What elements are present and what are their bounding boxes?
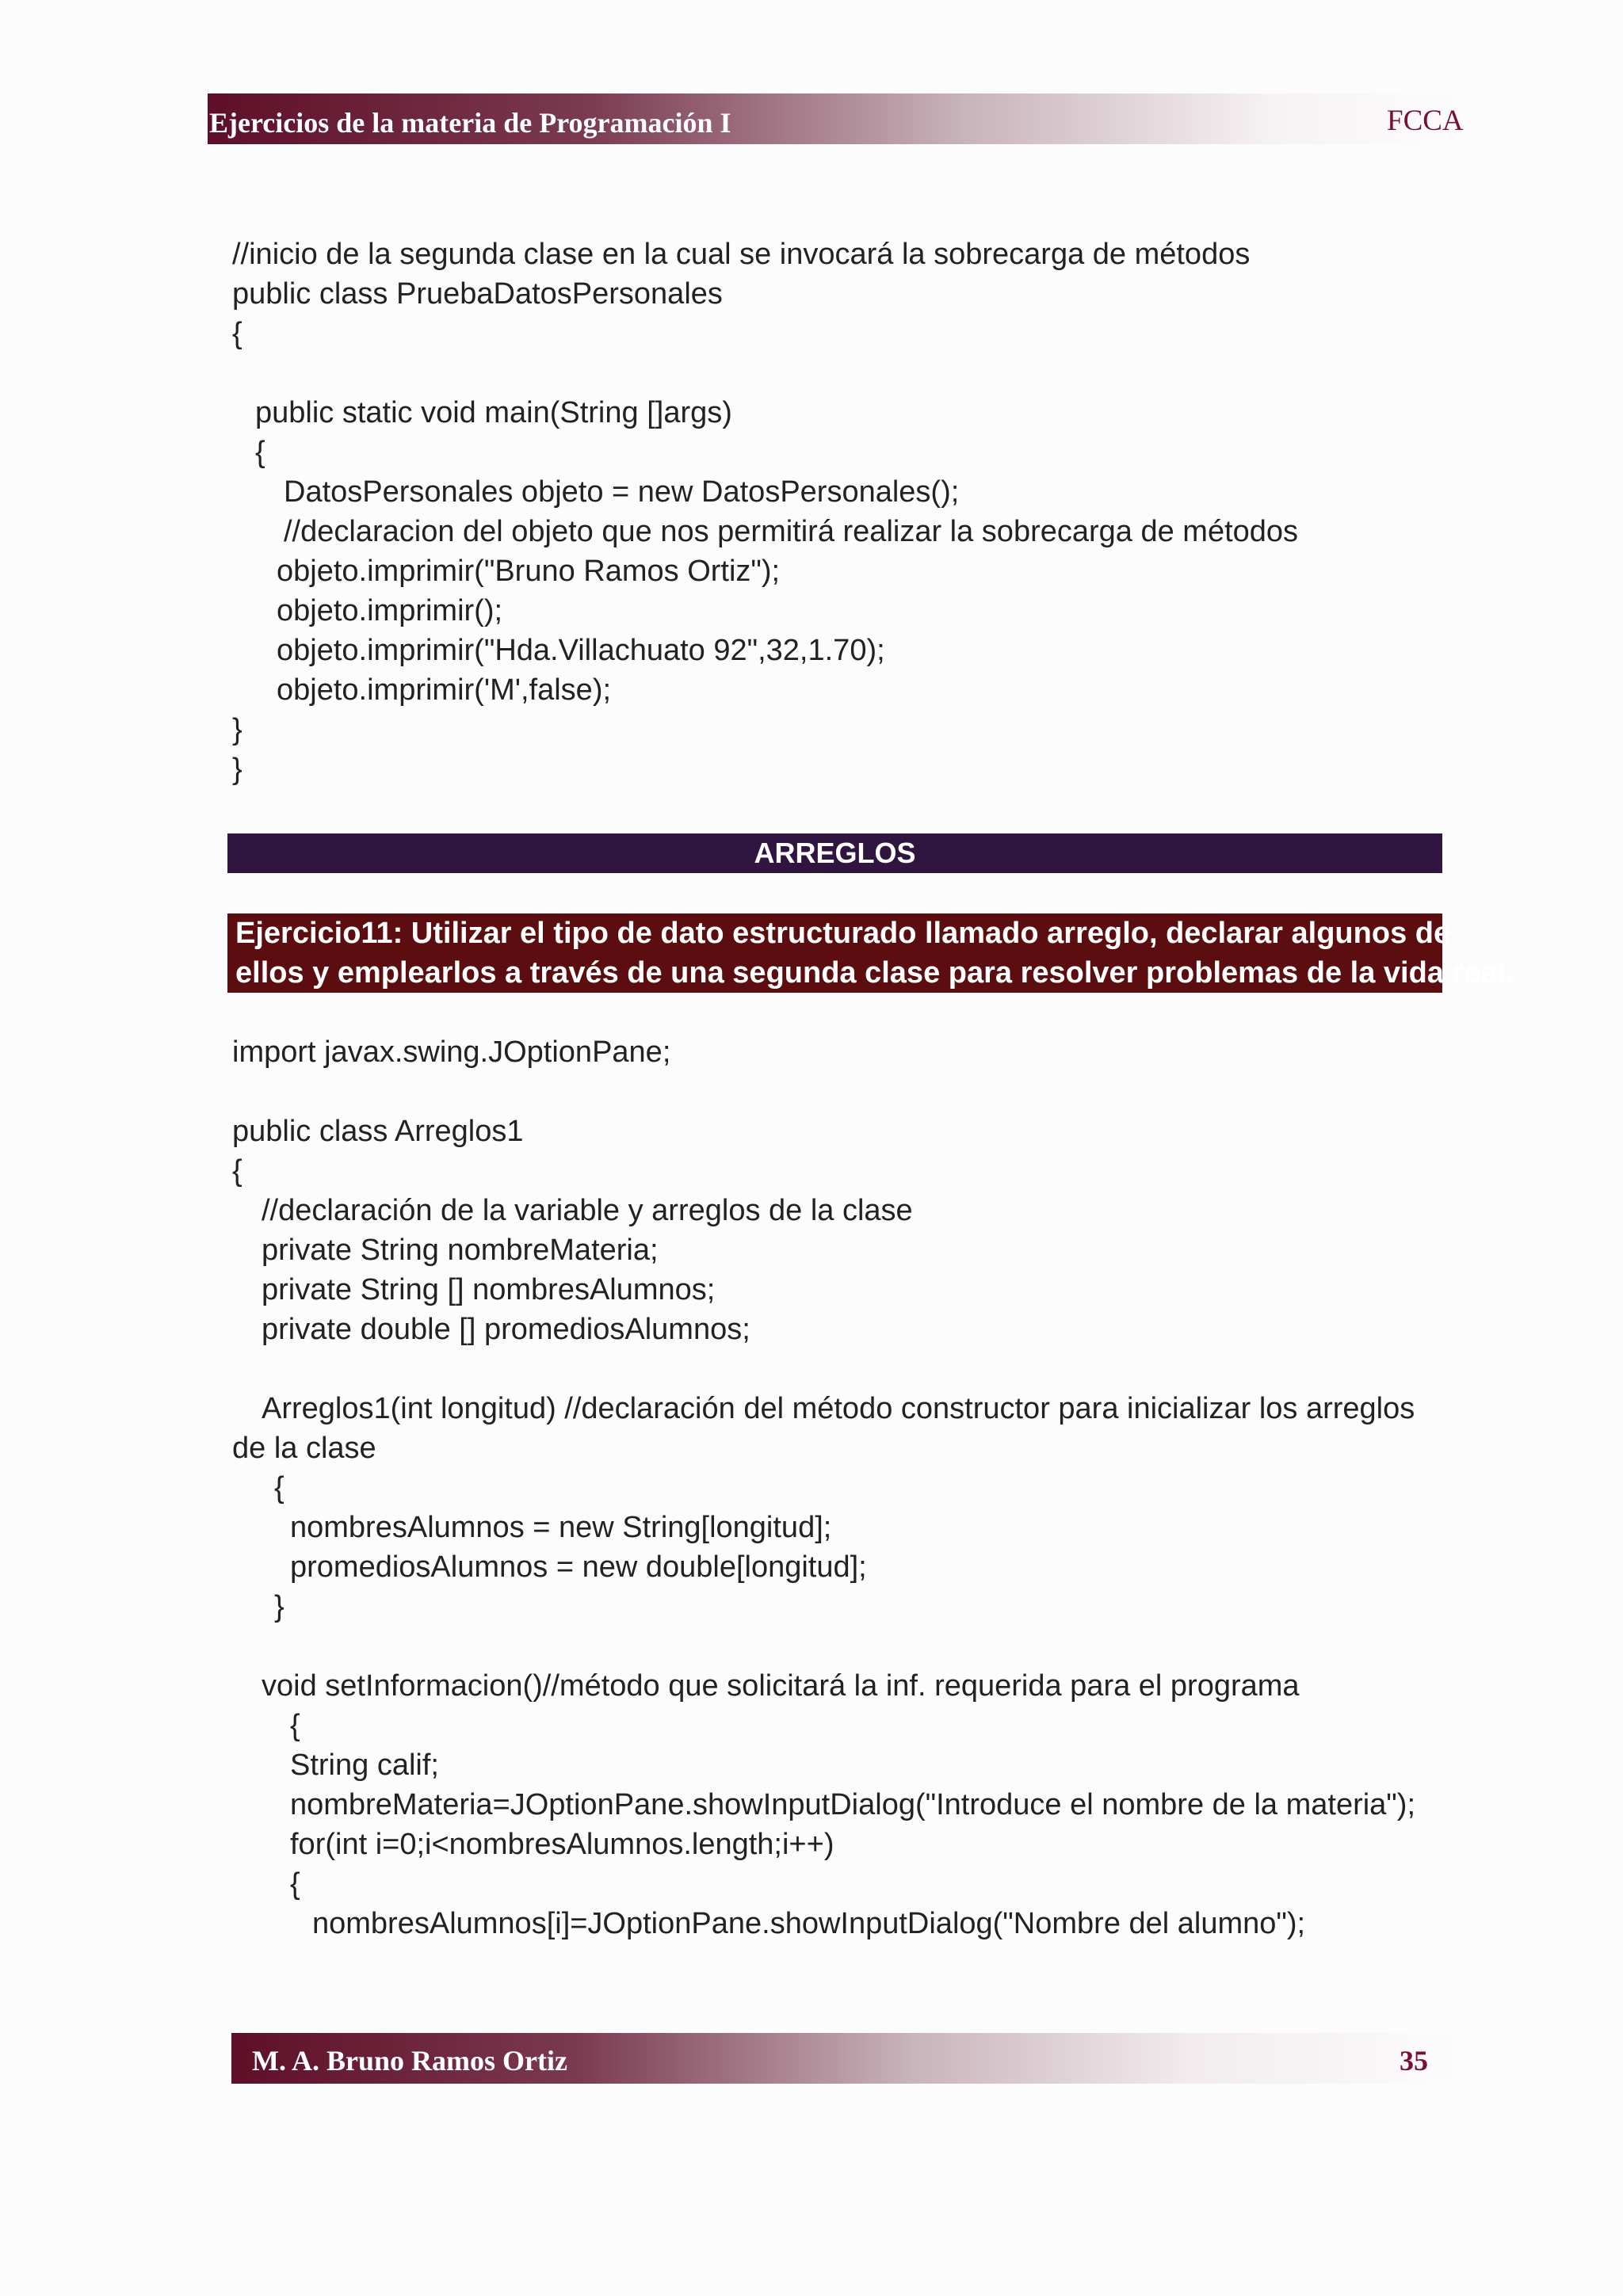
code-line: public static void main(String []args): [255, 396, 732, 429]
code-line: //declaración de la variable y arreglos de la clase: [262, 1194, 913, 1227]
code-line: {: [232, 1154, 242, 1188]
code-line: de la clase: [232, 1432, 376, 1465]
code-line: public class Arreglos1: [232, 1115, 524, 1148]
code-line: for(int i=0;i<nombresAlumnos.length;i++): [290, 1828, 834, 1861]
code-line: nombresAlumnos[i]=JOptionPane.showInputDialog("Nombre del alumno");: [312, 1907, 1306, 1940]
code-line: DatosPersonales objeto = new DatosPersonales();: [284, 475, 960, 509]
code-line: objeto.imprimir('M',false);: [277, 673, 612, 707]
code-line: objeto.imprimir("Bruno Ramos Ortiz");: [277, 555, 781, 588]
code-line: {: [290, 1867, 300, 1901]
code-line: Arreglos1(int longitud) //declaración del método constructor para inicializar los arreglos: [262, 1392, 1415, 1425]
exercise-line-2: ellos y emplearlos a través de una segunda clase para resolver problemas de la vida real.: [235, 956, 1514, 990]
code-line: }: [232, 713, 242, 746]
code-line: {: [232, 317, 242, 350]
code-line: {: [290, 1709, 300, 1742]
code-line: //inicio de la segunda clase en la cual se invocará la sobrecarga de métodos: [232, 238, 1251, 271]
page-number: 35: [1400, 2045, 1428, 2077]
exercise-statement: [227, 913, 1514, 993]
code-line: {: [255, 436, 265, 469]
code-line: String calif;: [290, 1749, 439, 1782]
code-line: }: [274, 1590, 285, 1623]
code-line: nombresAlumnos = new String[longitud];: [290, 1511, 832, 1544]
code-line: nombreMateria=JOptionPane.showInputDialog("Introduce el nombre de la materia");: [290, 1788, 1416, 1821]
header-title: Ejercicios de la materia de Programación I: [209, 107, 731, 139]
exercise-line-1: Ejercicio11: Utilizar el tipo de dato estructurado llamado arreglo, declarar algunos de: [235, 917, 1451, 950]
code-line: private String [] nombresAlumnos;: [262, 1273, 716, 1306]
section-heading: ARREGLOS: [227, 833, 1442, 873]
code-line: promediosAlumnos = new double[longitud];: [290, 1550, 867, 1584]
code-line: private String nombreMateria;: [262, 1234, 659, 1267]
code-line: private double [] promediosAlumnos;: [262, 1313, 750, 1346]
code-line: public class PruebaDatosPersonales: [232, 277, 723, 311]
header-institution: FCCA: [1387, 105, 1464, 137]
code-line: objeto.imprimir();: [277, 594, 503, 627]
footer-author: M. A. Bruno Ramos Ortiz: [252, 2045, 567, 2077]
code-line: import javax.swing.JOptionPane;: [232, 1035, 671, 1069]
code-line: void setInformacion()//método que solicitará la inf. requerida para el programa: [262, 1669, 1300, 1703]
code-line: {: [274, 1471, 285, 1505]
code-line: }: [232, 753, 242, 786]
code-line: objeto.imprimir("Hda.Villachuato 92",32,1.70);: [277, 634, 885, 667]
code-line: //declaracion del objeto que nos permitirá realizar la sobrecarga de métodos: [284, 515, 1299, 548]
